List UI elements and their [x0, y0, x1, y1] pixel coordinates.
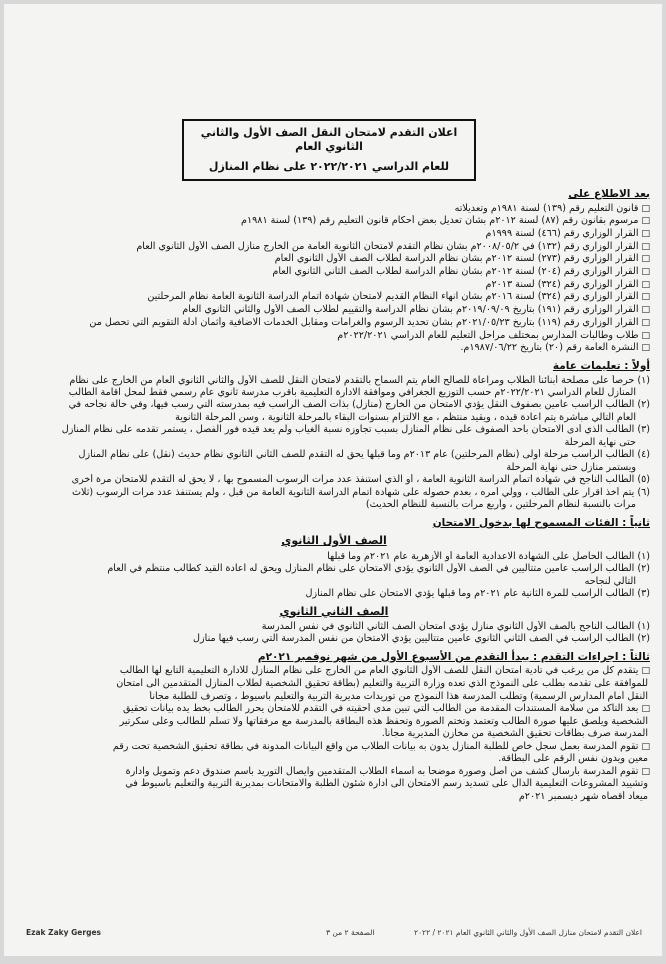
procedure-item-line: وتشييد المشروعات التعليمية الدال على تسديد رسم الامتحان الى ادارة شئون الطلبة والامتحانات بمديرية التربية والتعليم بأسيوط في [125, 778, 648, 790]
footer-document-title: اعلان التقدم لامتحان منازل الصف الأول والثاني الثانوي العام ٢٠٢١ / ٢٠٢٢ [414, 928, 642, 937]
procedure-item-line: □ تقوم المدرسة بارسال كشف من أصل وصورة موضحاً به أسماء الطلاب المتقدمين وايصال التوريد باسم صندوق دعم وتمويل وادارة [18, 766, 650, 779]
eligible-categories-heading: ثانياً : الفئات المسموح لها بدخول الامتحان [432, 516, 650, 529]
grade-2-list [18, 621, 650, 646]
grade-1-item-line [18, 576, 650, 588]
instruction-item-line [18, 387, 650, 399]
instruction-item-text: الطالب الذي أدى الامتحان بأحد الصفوف على نظام المنازل بسبب تجاوزه نسبة الغياب ولم يعد قيده فور الفصل ، يستمر تقدمه على نظام المنازل [61, 424, 635, 436]
procedure-item-line: المدرسة صرف بطاقات تحقيق الشخصية من مخازن المديرية مجاناً. [381, 728, 648, 740]
document-page [4, 4, 662, 956]
reference-item: □ قانون التعليم رقم (١٣٩) لسنة ١٩٨١م وتعديلاته [18, 203, 650, 216]
instruction-item-text: ويستمر منازل حتى نهاية المرحلة [506, 461, 636, 473]
general-instructions-list [18, 375, 650, 512]
grade-2-heading: الصف الثاني الثانوي [279, 604, 389, 618]
procedure-item-line: □ يتقدم كل من يرغب في تأدية امتحان النقل للصف الأول الثانوي العام من الخارج على نظام المنازل للادارة التعليمية التابع لها الطالب [18, 665, 650, 678]
instruction-item-line [18, 499, 650, 511]
procedure-item-line: □ تقوم المدرسة بعمل سجل خاص للطلبة المنازل يدون به بيانات الطلاب من واقع البيانات المدونة في بطاقة تحقيق الشخصية تحت رقم [18, 741, 650, 754]
instruction-item-text: الطالب الراسب مرحلة أولى (نظام المرحلتين) عام ٢٠١٣م وما قبلها يحق له التقدم للصف الثاني الثانوي نظام حديث (نقل) على نظام المنازل [78, 449, 635, 461]
instruction-item-text: الطالب الراسب عامين بصفوف النقل يؤدي الامتحان من الخارج (منازل) بذات الصف الراسب فيه بمدرسته التي رسب فيها، وفي حالة نجاحه في [68, 399, 635, 411]
procedure-item-line: □ بعد التأكد من سلامة المستندات المقدمة من الطالب التي تبين مدى أحقيته في التقدم للامتحان يحرر الطالب بخط يده بيانات تحقيق [18, 703, 650, 716]
grade-1-item-text: الطالب الحاصل على الشهادة الاعدادية العامة أو الأزهرية عام ٢٠٢١م وما قبلها [327, 550, 635, 562]
grade-1-item-line [18, 551, 650, 563]
instruction-item-number: (٤) [637, 449, 650, 461]
instruction-item-number: (١) [637, 374, 650, 386]
procedures-heading: ثالثاً : اجراءات التقدم : يبدأ التقدم من الأسبوع الأول من شهر نوفمبر ٢٠٢١م [257, 650, 650, 663]
title-box [182, 119, 476, 181]
reference-item: □ مرسوم بقانون رقم (٨٧) لسنة ٢٠١٢م بشأن تعديل بعض أحكام قانون التعليم رقم (١٣٩) لسنة ١٩٨١م [18, 215, 650, 228]
instruction-item-text: يتم أخذ اقرار على الطالب ، وولي أمره ، بعدم حصوله على شهادة اتمام الدراسة الثانوية العامة من قبل ، ولم يستنفذ عدد مرات الرسوب (ثلاث [71, 486, 635, 498]
reference-item: □ القرار الوزاري رقم (١١٩) بتاريخ ٢٠٢١/٠٥/٢٣م بشأن تحديد الرسوم والغرامات ومقابل الخدمات الاضافية وأثمان أدلة التقويم التي تحصل من [18, 317, 650, 330]
instruction-item-number: (٥) [637, 474, 650, 486]
instruction-item-text: حتى نهاية المرحلة [564, 436, 636, 448]
grade-2-item-line [18, 621, 650, 633]
grade-1-item-number: (١) [637, 550, 650, 562]
instruction-item-text: الطالب الناجح في شهادة اتمام الدراسة الثانوية العامة ، أو الذي استنفذ عدد مرات الرسوب المسموح بها ، لا يحق له التقدم للامتحان مرة أخرى [71, 474, 635, 486]
instruction-item-line [18, 474, 650, 486]
instruction-item-number: (٢) [637, 399, 650, 411]
reference-item: □ طلاب وطالبات المدارس بمختلف مراحل التعليم للعام الدراسي ٢٠٢٢/٢٠٢١م [18, 330, 650, 343]
footer-page-number: الصفحة ٢ من ٣ [326, 928, 375, 937]
procedure-item-line: الشخصية ويلصق عليها صورة الطالب وتعتمد وتختم الصورة وتحفظ هذه البطاقة بالمدرسة مع مرفقاتها ولا تسلم للطالب وعلى سكرتير [119, 715, 648, 727]
instruction-item-text: العام التالي مباشرة يتم اعادة قيده ، ويقيد منتظم ، مع الالتزام بسنوات البقاء بالمرحلة الثانوية ، وسن المرحلة الثانوية [175, 411, 636, 423]
instruction-item-number: (٦) [637, 486, 650, 498]
reference-item: □ القرار الوزاري رقم (٢٠٤) لسنة ٢٠١٢م بشأن نظام الدراسة لطلاب الصف الثاني الثانوي العام [18, 266, 650, 279]
procedure-item-line: للموافقة على تقدمه بطلب على النموذج الذي تعده وزارة التربية والتعليم (بطاقة تحقيق الشخصية لطلاب المنازل المتقدمين الى امتحان [116, 678, 648, 690]
grade-2-item-number: (٢) [637, 633, 650, 645]
reference-item: □ القرار الوزاري رقم (٣٢٤) لسنة ٢٠١٣م [18, 279, 650, 292]
grade-2-item-text: الطالب الناجح بالصف الأول الثانوي منازل يؤدي امتحان الصف الثاني الثانوي في نفس المدرسة [261, 620, 635, 632]
reference-item: □ القرار الوزاري رقم (٣٢٤) لسنة ٢٠١٦م بشأن انهاء النظام القديم لامتحان شهادة اتمام الدراسة الثانوية العامة نظام المرحلتين [18, 291, 650, 304]
procedure-item-line: معين ويدون نفس الرقم على البطاقة. [498, 753, 648, 765]
grade-2-item-line [18, 633, 650, 645]
footer-author: Ezak Zaky Gerges [26, 928, 101, 937]
grade-1-item-number: (٢) [637, 563, 650, 575]
grade-1-item-line [18, 563, 650, 575]
grade-1-item-text: الطالب الراسب عامين متتاليين في الصف الأول الثانوي يؤدي الامتحان على نظام المنازل ويحق له اعادة القيد كطالب منتظم في العام [107, 563, 635, 575]
grade-2-item-text: الطالب الراسب في الصف الثاني الثانوي عامين متتاليين يؤدي الامتحان من نفس المدرسة التي رسب فيها منازل [193, 633, 635, 645]
procedures-list [18, 665, 650, 803]
instruction-item-line [18, 462, 650, 474]
title-line-2: للعام الدراسي ٢٠٢٢/٢٠٢١ على نظام المنازل [208, 160, 450, 174]
instruction-item-text: المنازل للعام الدراسي ٢٠٢٢/٢٠٢١م حسب التوزيع الجغرافي وموافقة الادارة التعليمية بأقرب مدرسة ثانوي عام رسمي فقط لمحل اقامة الطالب [68, 387, 636, 398]
reference-item: □ القرار الوزاري رقم (٢٧٣) لسنة ٢٠١٢م بشأن نظام الدراسة لطلاب الصف الأول الثانوي العام [18, 253, 650, 266]
instruction-item-text: مرات بالنسبة لنظام المرحلتين ، وأربع مرات بالنسبة للنظام الحديث) [365, 499, 636, 511]
references-list [18, 203, 650, 355]
title-line-1: اعلان التقدم لامتحان النقل الصف الأول والثاني الثانوي العام [200, 125, 458, 153]
page-footer [26, 928, 642, 940]
instruction-item-line [18, 412, 650, 424]
reference-item: □ القرار الوزاري رقم (١٩١) بتاريخ ٢٠١٩/٠٩/٠٩م بشأن نظام الدراسة والتقييم لطلاب الصف الأول والثاني الثانوي العام [18, 304, 650, 317]
procedure-item-line: ميعاد أقصاه شهر ديسمبر ٢٠٢١م [518, 790, 648, 802]
grade-1-item-text: التالي لنجاحه [584, 575, 636, 587]
grade-1-item-line [18, 588, 650, 600]
instruction-item-line [18, 449, 650, 461]
grade-1-heading: الصف الأول الثانوي [281, 534, 387, 548]
reference-item: □ القرار الوزاري رقم (١٣٢) في ٢٠٠٨/٠٥/٢م بشأن نظام التقدم لامتحان الثانوية العامة من الخارج منازل الصف الأول الثانوي العام [18, 241, 650, 254]
instruction-item-line [18, 375, 650, 387]
reference-item: □ النشرة العامة رقم (٢٠) بتاريخ ١٩٨٧/٠٦/٢٢م. [18, 342, 650, 355]
instruction-item-line [18, 487, 650, 499]
instruction-item-number: (٣) [637, 424, 650, 436]
instruction-item-line [18, 437, 650, 449]
grade-2-item-number: (١) [637, 620, 650, 632]
reference-item: □ القرار الوزاري رقم (٤٦٦) لسنة ١٩٩٩م [18, 228, 650, 241]
instruction-item-text: حرصاً على مصلحة أبنائنا الطلاب ومراعاة للصالح العام يتم السماح بالتقدم لامتحان النقل للصف الأول والثاني الثانوي العام من الخارج على نظام [69, 374, 635, 386]
grade-1-item-text: الطالب الراسب للمرة الثانية عام ٢٠٢١م وما قبلها يؤدي الامتحان على نظام المنازل [305, 588, 635, 600]
procedure-item-line: النقل أمام المدارس الرسمية) وتطلب المدرسة هذا النموذج من توريدات مديرية التربية والتعليم بأسيوط ، وتصرف للطلبة مجاناً [149, 690, 648, 702]
grade-1-item-number: (٣) [637, 588, 650, 600]
general-instructions-heading: أولاً : تعليمات عامة [552, 359, 650, 372]
references-heading: بعد الاطلاع على [568, 188, 650, 200]
grade-1-list [18, 551, 650, 601]
instruction-item-line [18, 424, 650, 436]
instruction-item-line [18, 399, 650, 411]
document-body [18, 186, 650, 803]
